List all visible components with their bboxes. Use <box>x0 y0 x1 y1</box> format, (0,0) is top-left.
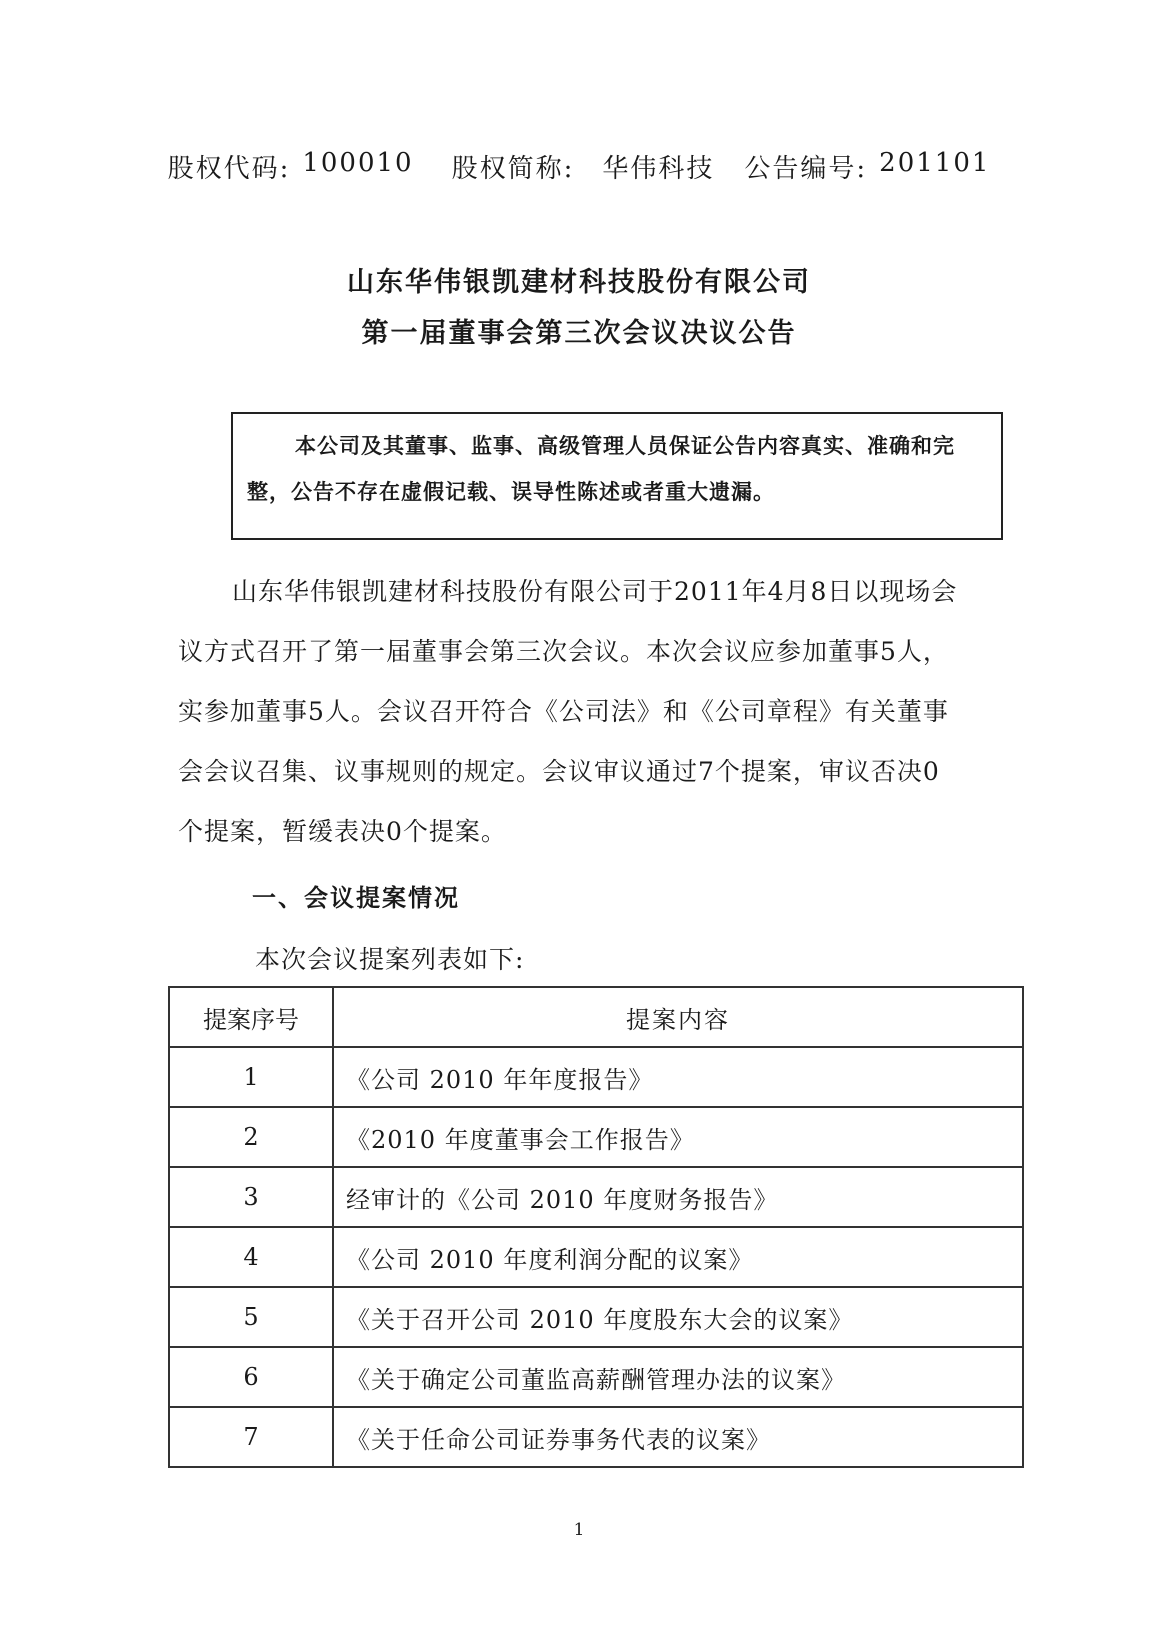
company-title: 山东华伟银凯建材科技股份有限公司 <box>347 267 811 298</box>
disclaimer-line-1: 本公司及其董事、监事、高级管理人员保证公告内容真实、准确和完 <box>295 434 955 458</box>
table-row <box>169 1287 1023 1347</box>
motion-number: 2 <box>169 1107 333 1167</box>
motion-number: 6 <box>169 1347 333 1407</box>
table-row <box>169 1227 1023 1287</box>
motion-number: 1 <box>169 1047 333 1107</box>
body-line-3: 实参加董事5人。会议召开符合《公司法》和《公司章程》有关董事 <box>178 697 949 726</box>
notice-number-label: 公告编号: <box>744 154 868 184</box>
table-header-row <box>169 987 1023 1047</box>
motion-number: 3 <box>169 1167 333 1227</box>
table-row <box>169 1407 1023 1467</box>
motion-number: 4 <box>169 1227 333 1287</box>
disclaimer-line-2: 整，公告不存在虚假记载、误导性陈述或者重大遗漏。 <box>247 480 775 504</box>
table-row <box>169 1167 1023 1227</box>
announcement-header <box>0 148 1158 185</box>
stock-code-value: 100010 <box>302 148 414 178</box>
motion-content: 《2010 年度董事会工作报告》 <box>333 1107 1023 1167</box>
section-heading: 一、会议提案情况 <box>252 884 460 912</box>
table-intro: 本次会议提案列表如下: <box>255 945 525 974</box>
notice-number-value: 201101 <box>879 148 991 178</box>
stock-abbr-label: 股权简称: <box>451 154 575 184</box>
motion-number: 7 <box>169 1407 333 1467</box>
announcement-title: 第一届董事会第三次会议决议公告 <box>361 318 797 349</box>
motion-number: 5 <box>169 1287 333 1347</box>
body-line-5: 个提案，暂缓表决0个提案。 <box>178 817 507 846</box>
header-motion-content: 提案内容 <box>333 987 1023 1047</box>
page-number: 1 <box>573 1520 585 1540</box>
motion-content: 《关于召开公司 2010 年度股东大会的议案》 <box>333 1287 1023 1347</box>
motions-table <box>168 986 1024 1468</box>
motion-content: 《关于任命公司证券事务代表的议案》 <box>333 1407 1023 1467</box>
header-motion-number: 提案序号 <box>169 987 333 1047</box>
body-line-2: 议方式召开了第一届董事会第三次会议。本次会议应参加董事5人， <box>178 637 949 666</box>
stock-abbr-value: 华伟科技 <box>602 154 715 184</box>
motion-content: 《关于确定公司董监高薪酬管理办法的议案》 <box>333 1347 1023 1407</box>
motion-content: 《公司 2010 年年度报告》 <box>333 1047 1023 1107</box>
motion-content: 经审计的《公司 2010 年度财务报告》 <box>333 1167 1023 1227</box>
motion-content: 《公司 2010 年度利润分配的议案》 <box>333 1227 1023 1287</box>
table-row <box>169 1347 1023 1407</box>
disclaimer-box <box>231 412 1003 540</box>
body-line-1: 山东华伟银凯建材科技股份有限公司于2011年4月8日以现场会 <box>232 577 958 606</box>
stock-code-label: 股权代码: <box>167 154 291 184</box>
table-row <box>169 1107 1023 1167</box>
body-line-4: 会会议召集、议事规则的规定。会议审议通过7个提案，审议否决0 <box>178 757 940 786</box>
table-row <box>169 1047 1023 1107</box>
